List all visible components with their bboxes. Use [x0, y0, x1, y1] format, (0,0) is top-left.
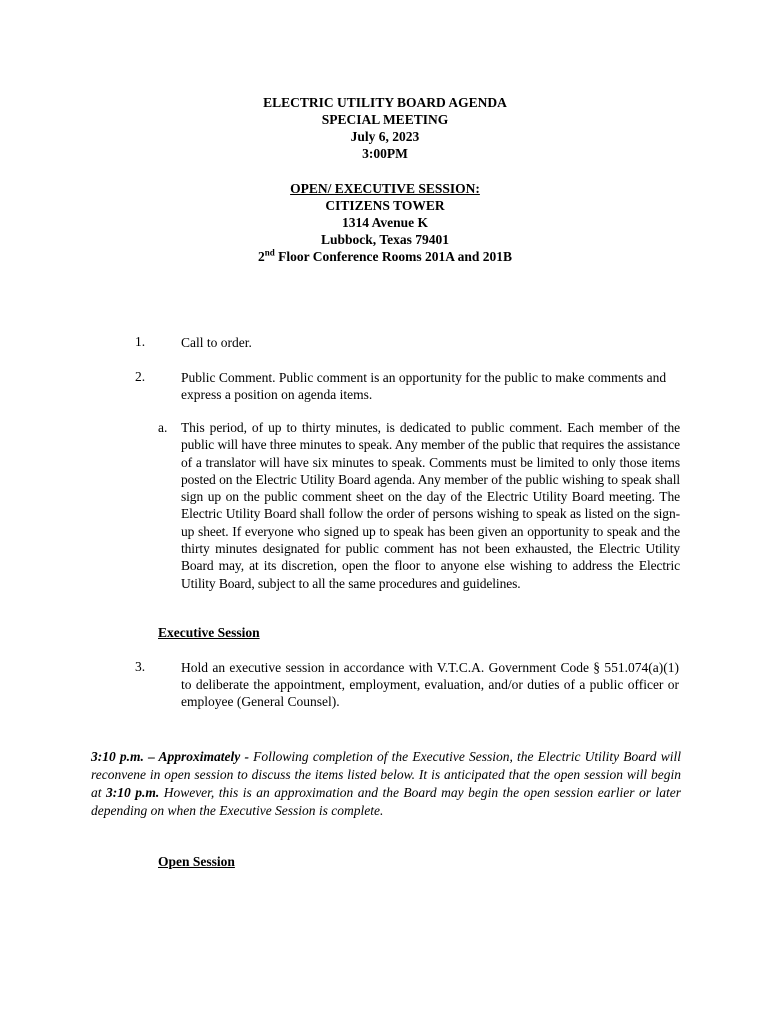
meeting-date: July 6, 2023: [350, 129, 420, 144]
street-address: 1314 Avenue K: [341, 215, 428, 230]
note-time: 3:10 p.m.: [105, 785, 160, 800]
open-session-note: [91, 748, 681, 820]
floor-number: 2: [257, 249, 265, 264]
session-heading: OPEN/ EXECUTIVE SESSION:: [290, 181, 480, 196]
item-number: 2.: [135, 369, 146, 384]
location-block: [0, 180, 770, 265]
meeting-type: SPECIAL MEETING: [321, 112, 449, 127]
rooms-text: Floor Conference Rooms 201A and 201B: [274, 249, 512, 264]
item-number: 1.: [135, 334, 146, 349]
note-text-2: However, this is an approximation and the Board may begin the open session earlier or later depending on when the Executive Session is complete.: [91, 785, 681, 818]
item-call-to-order: Call to order.: [181, 335, 252, 350]
note-text-1: Following completion of the Executive Session, the Electric Utility Board will reconvene in open session to discuss the items listed below. It is anticipated that the open session will begin at: [91, 749, 681, 800]
agenda-header: [0, 94, 770, 162]
item-number: 3.: [135, 659, 146, 674]
city-state-zip: Lubbock, Texas 79401: [321, 232, 449, 247]
subitem-public-comment-rules: This period, of up to thirty minutes, is dedicated to public comment. Each member of the public will have three minutes to speak. Any member of the public that requires the assistance of a translator will have six minutes to speak. Comments must be limited to only those items posted on the Electric Utility Board agenda. Any member of the public wishing to speak shall sign up on the public comment sheet on the day of the Electric Utility Board meeting. The Electric Utility Board shall follow the order of persons wishing to speak as listed on the sign-up sheet. If everyone who signed up to speak has been given an opportunity to speak and the thirty minutes designated for public comment has not been exhausted, the Electric Utility Board may, at its discretion, open the floor to anyone else wishing to address the Electric Utility Board, subject to all the same procedures and guidelines.: [181, 420, 680, 591]
floor-suffix: nd: [264, 247, 275, 258]
item-executive-session: Hold an executive session in accordance with V.T.C.A. Government Code § 551.074(a)(1) to deliberate the appointment, employment, evaluation, and/or duties of a public officer or employee (General Counsel).: [181, 660, 679, 709]
building-name: CITIZENS TOWER: [325, 198, 445, 213]
item-public-comment: Public Comment. Public comment is an opportunity for the public to make comments and express a position on agenda items.: [181, 370, 667, 402]
executive-session-heading: Executive Session: [158, 625, 260, 640]
meeting-rooms: [0, 248, 770, 265]
note-lead: 3:10 p.m. – Approximately -: [91, 749, 249, 764]
subitem-letter: a.: [158, 420, 168, 435]
agenda-title: ELECTRIC UTILITY BOARD AGENDA: [263, 95, 507, 110]
open-session-heading: Open Session: [158, 854, 235, 869]
meeting-time: 3:00PM: [362, 146, 408, 161]
